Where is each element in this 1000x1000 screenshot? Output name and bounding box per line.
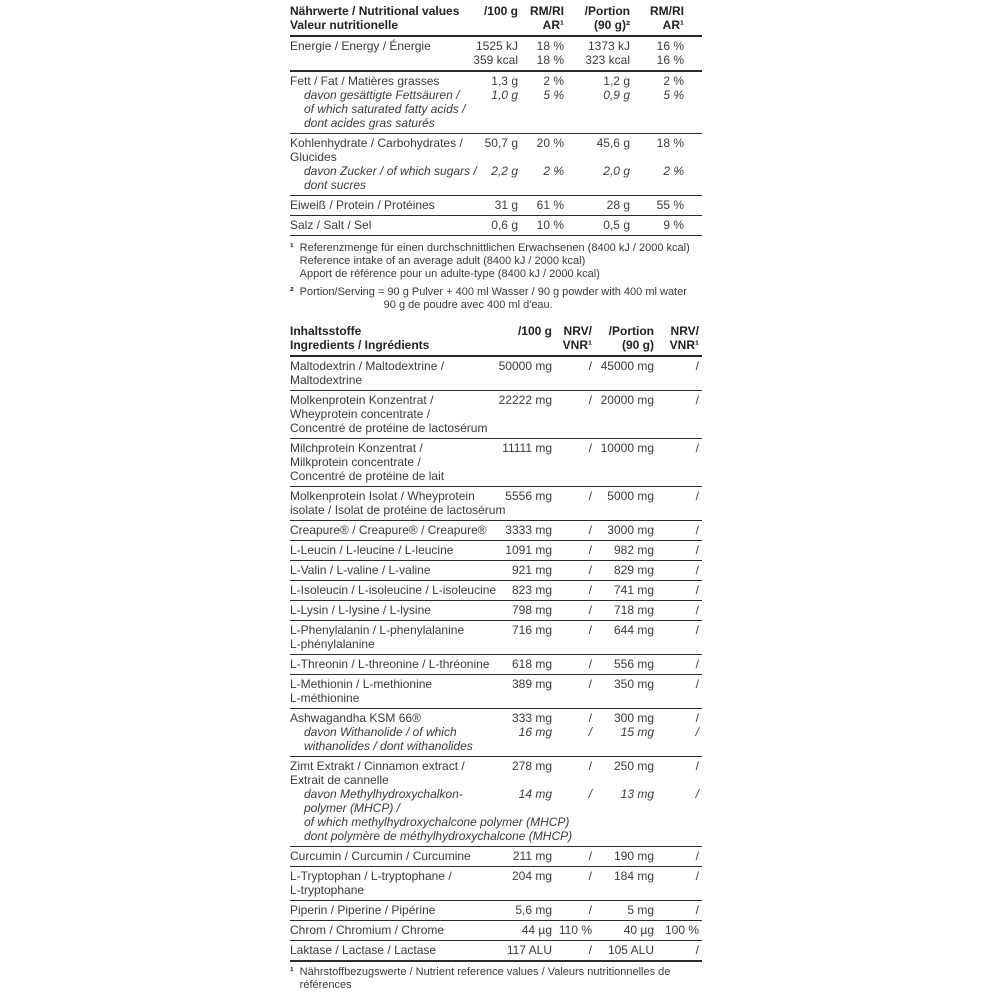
row-label: L-méthionine xyxy=(290,691,360,705)
row-value: 333 mg xyxy=(511,711,552,725)
table-line xyxy=(290,359,702,373)
header-title-line2: Ingredients / Ingrédients xyxy=(290,338,430,352)
footnote-marker: ¹ xyxy=(290,966,294,978)
row-value: 55 % xyxy=(656,198,684,212)
table-row xyxy=(290,541,702,561)
row-value: 5,6 mg xyxy=(515,903,552,917)
nutrition-label xyxy=(290,4,702,992)
table-line xyxy=(290,849,702,863)
row-value: 0,5 g xyxy=(603,218,630,232)
row-value: 2,0 g xyxy=(603,164,630,178)
row-value: 11111 mg xyxy=(502,441,552,455)
table-row xyxy=(290,134,702,196)
table-row xyxy=(290,487,702,521)
row-label: Chrom / Chromium / Chrome xyxy=(290,923,445,937)
row-label: Curcumin / Curcumin / Curcumine xyxy=(290,849,471,863)
row-value: 323 kcal xyxy=(585,53,630,67)
table-line xyxy=(290,563,702,577)
row-label: dont sucres xyxy=(304,178,367,192)
table-line xyxy=(290,725,702,739)
row-value: / xyxy=(588,787,592,801)
ingredients-table-header xyxy=(290,324,702,357)
row-value: 100 % xyxy=(664,923,699,937)
row-value: 982 mg xyxy=(613,543,654,557)
row-value: / xyxy=(588,677,592,691)
row-value: / xyxy=(695,787,699,801)
row-value: / xyxy=(695,563,699,577)
table-row xyxy=(290,37,702,72)
table-line xyxy=(290,943,702,957)
row-value: 1525 kJ xyxy=(475,39,518,53)
header-title xyxy=(290,324,480,352)
row-label: L-Valin / L-valine / L-valine xyxy=(290,563,431,577)
nutrition-footnotes xyxy=(290,242,702,312)
table-row xyxy=(290,357,702,391)
table-row xyxy=(290,901,702,921)
header-portion: /Portion (90 g) xyxy=(608,324,654,352)
table-line xyxy=(290,923,702,937)
table-row xyxy=(290,196,702,216)
row-value: 718 mg xyxy=(613,603,654,617)
table-line xyxy=(290,489,702,503)
row-value: 184 mg xyxy=(613,869,654,883)
row-value: 20000 mg xyxy=(600,393,654,407)
row-value: 44 µg xyxy=(521,923,552,937)
header-title-line2: Valeur nutritionelle xyxy=(290,18,399,32)
table-row xyxy=(290,847,702,867)
table-row xyxy=(290,72,702,134)
row-value: 18 % xyxy=(536,39,564,53)
footnote-marker: ¹ xyxy=(290,242,294,254)
row-value: 3000 mg xyxy=(607,523,654,537)
table-line xyxy=(290,711,702,725)
row-value: / xyxy=(695,759,699,773)
footnote-marker: ² xyxy=(290,286,294,298)
row-value: 1373 kJ xyxy=(587,39,630,53)
row-value: 798 mg xyxy=(511,603,552,617)
row-value: 644 mg xyxy=(613,623,654,637)
header-title xyxy=(290,4,460,32)
row-value: 2,2 g xyxy=(491,164,518,178)
row-value: 16 % xyxy=(656,39,684,53)
nutrition-table-header xyxy=(290,4,702,37)
table-row xyxy=(290,216,702,236)
footnote-portion-serving xyxy=(290,286,702,312)
table-line xyxy=(290,657,702,671)
row-value: 278 mg xyxy=(511,759,552,773)
row-value: 28 g xyxy=(606,198,630,212)
footnote-nutrient-reference xyxy=(290,966,702,992)
row-label: L-Lysin / L-lysine / L-lysine xyxy=(290,603,431,617)
table-row xyxy=(290,941,702,962)
row-label: Kohlenhydrate / Carbohydrates / xyxy=(290,136,463,150)
row-value: 10 % xyxy=(536,218,564,232)
row-value: / xyxy=(588,623,592,637)
row-label: withanolides / dont withanolides xyxy=(304,739,473,753)
footnote-line: 90 g de poudre avec 400 ml d'eau. xyxy=(383,299,553,311)
row-label: davon Withanolide / of which xyxy=(304,725,457,739)
row-value: 50,7 g xyxy=(484,136,518,150)
row-value: 350 mg xyxy=(613,677,654,691)
row-value: / xyxy=(695,623,699,637)
row-value: / xyxy=(588,943,592,957)
row-value: / xyxy=(588,849,592,863)
row-value: / xyxy=(588,903,592,917)
table-row xyxy=(290,561,702,581)
row-value: 1,3 g xyxy=(491,74,518,88)
row-value: 16 mg xyxy=(518,725,552,739)
header-per-100g: /100 g xyxy=(517,324,552,338)
header-per-100g: /100 g xyxy=(483,4,518,18)
table-row xyxy=(290,521,702,541)
row-label xyxy=(290,53,448,67)
table-line xyxy=(290,603,702,617)
row-value: / xyxy=(588,441,592,455)
row-label: L-Leucin / L-leucine / L-leucine xyxy=(290,543,454,557)
row-value: 823 mg xyxy=(511,583,552,597)
table-line xyxy=(290,393,702,407)
row-value: / xyxy=(695,583,699,597)
row-label: of which saturated fatty acids / xyxy=(304,102,466,116)
row-value: / xyxy=(588,657,592,671)
table-row xyxy=(290,655,702,675)
row-label: L-Isoleucin / L-isoleucine / L-isoleucine xyxy=(290,583,497,597)
row-label: Eiweiß / Protein / Protéines xyxy=(290,198,435,212)
row-value: / xyxy=(695,657,699,671)
row-label: davon Zucker / of which sugars / xyxy=(304,164,477,178)
row-value: / xyxy=(588,759,592,773)
row-value: 556 mg xyxy=(613,657,654,671)
table-line xyxy=(290,74,702,88)
row-label: L-Phenylalanin / L-phenylalanine xyxy=(290,623,465,637)
header-nrv-vnr-portion: NRV/ VNR¹ xyxy=(669,324,699,352)
row-value: / xyxy=(588,603,592,617)
row-value: 5 mg xyxy=(627,903,654,917)
row-value: / xyxy=(588,489,592,503)
row-label: Energie / Energy / Énergie xyxy=(290,39,431,53)
row-value: 50000 mg xyxy=(498,359,552,373)
row-label: dont polymère de méthylhydroxychalcone (MHCP) xyxy=(304,829,573,843)
row-value: / xyxy=(695,711,699,725)
row-value: 204 mg xyxy=(511,869,552,883)
row-value: / xyxy=(695,523,699,537)
row-label: Extrait de cannelle xyxy=(290,773,389,787)
row-label: L-tryptophane xyxy=(290,883,365,897)
row-value: 61 % xyxy=(536,198,564,212)
row-value: 5556 mg xyxy=(505,489,552,503)
table-line xyxy=(290,677,702,691)
row-value: / xyxy=(588,543,592,557)
row-value: / xyxy=(695,869,699,883)
table-line xyxy=(290,583,702,597)
row-value: / xyxy=(588,359,592,373)
table-line xyxy=(290,759,702,773)
row-value: 250 mg xyxy=(613,759,654,773)
row-value: / xyxy=(588,869,592,883)
row-value: 5 % xyxy=(543,88,564,102)
row-label: Salz / Salt / Sel xyxy=(290,218,372,232)
row-value: 359 kcal xyxy=(473,53,518,67)
footnote-reference-intake xyxy=(290,242,702,281)
table-line xyxy=(290,164,702,178)
table-line xyxy=(290,39,702,53)
row-value: 31 g xyxy=(494,198,518,212)
footnote-line: Reference intake of an average adult (8400 kJ / 2000 kcal) xyxy=(299,255,586,267)
ingredients-table-body xyxy=(290,357,702,962)
row-label: Concentré de protéine de lait xyxy=(290,469,445,483)
row-value: 5000 mg xyxy=(607,489,654,503)
row-value: / xyxy=(588,583,592,597)
row-value: 921 mg xyxy=(511,563,552,577)
row-value: 10000 mg xyxy=(600,441,654,455)
nutrition-table-body xyxy=(290,37,702,236)
row-value: 45,6 g xyxy=(596,136,630,150)
row-value: 1091 mg xyxy=(505,543,552,557)
header-rmri-ar-portion: RM/RI AR¹ xyxy=(650,4,684,32)
row-label: L-Tryptophan / L-tryptophane / xyxy=(290,869,452,883)
row-value: / xyxy=(695,725,699,739)
table-line xyxy=(290,53,702,67)
row-value: 110 % xyxy=(558,923,592,937)
footnote-line: Apport de référence pour un adulte-type (8400 kJ / 2000 kcal) xyxy=(299,268,600,280)
table-line xyxy=(290,543,702,557)
row-value: 716 mg xyxy=(511,623,552,637)
row-value: 15 mg xyxy=(620,725,654,739)
row-value: 2 % xyxy=(663,74,684,88)
row-label: Fett / Fat / Matières grasses xyxy=(290,74,440,88)
row-label: Piperin / Piperine / Pipérine xyxy=(290,903,436,917)
table-row xyxy=(290,867,702,901)
table-line xyxy=(290,869,702,883)
footnote-line: Nährstoffbezugswerte / Nutrient reference values / Valeurs nutritionnelles de références xyxy=(299,966,671,991)
row-value: 2 % xyxy=(543,164,564,178)
table-row xyxy=(290,621,702,655)
row-value: / xyxy=(588,725,592,739)
row-value: 190 mg xyxy=(613,849,654,863)
ingredients-table xyxy=(290,324,702,962)
row-value: / xyxy=(588,711,592,725)
row-label: Concentré de protéine de lactosérum xyxy=(290,421,488,435)
row-label: L-Threonin / L-threonine / L-thréonine xyxy=(290,657,490,671)
row-value: 20 % xyxy=(536,136,564,150)
table-row xyxy=(290,709,702,757)
table-line xyxy=(290,623,702,637)
row-value: 18 % xyxy=(536,53,564,67)
row-label: dont acides gras saturés xyxy=(304,116,435,130)
table-row xyxy=(290,601,702,621)
table-line xyxy=(290,523,702,537)
row-value: / xyxy=(695,943,699,957)
row-value: 16 % xyxy=(656,53,684,67)
row-label: L-Methionin / L-methionine xyxy=(290,677,433,691)
row-value: / xyxy=(588,523,592,537)
table-row xyxy=(290,757,702,847)
row-value: 13 mg xyxy=(620,787,654,801)
row-value: / xyxy=(695,903,699,917)
row-value: 0,6 g xyxy=(491,218,518,232)
row-label: Wheyprotein concentrate / xyxy=(290,407,431,421)
row-value: 5 % xyxy=(663,88,684,102)
footnote-line: Referenzmenge für einen durchschnittlichen Erwachsenen (8400 kJ / 2000 kcal) xyxy=(299,242,690,254)
row-label: polymer (MHCP) / xyxy=(304,801,401,815)
row-value: 22222 mg xyxy=(498,393,552,407)
header-title-line1: Inhaltsstoffe xyxy=(290,324,362,338)
row-label: L-phénylalanine xyxy=(290,637,375,651)
row-value: 14 mg xyxy=(518,787,552,801)
row-value: 1,2 g xyxy=(603,74,630,88)
row-label: Ashwagandha KSM 66® xyxy=(290,711,421,725)
row-value: / xyxy=(588,563,592,577)
row-label: Zimt Extrakt / Cinnamon extract / xyxy=(290,759,465,773)
row-value: / xyxy=(695,543,699,557)
row-label: Milkprotein concentrate / xyxy=(290,455,421,469)
header-nrv-vnr: NRV/ VNR¹ xyxy=(562,324,592,352)
row-value: 40 µg xyxy=(623,923,654,937)
row-value: 2 % xyxy=(663,164,684,178)
footnote-line: Portion/Serving = 90 g Pulver + 400 ml Wasser / 90 g powder with 400 ml water xyxy=(299,286,687,298)
row-value: 18 % xyxy=(656,136,684,150)
row-label: Maltodextrine xyxy=(290,373,363,387)
table-line xyxy=(290,441,702,455)
header-title-line1: Nährwerte / Nutritional values xyxy=(290,4,460,18)
row-value: / xyxy=(695,677,699,691)
row-value: 211 mg xyxy=(512,849,552,863)
row-value: 105 ALU xyxy=(607,943,654,957)
nutrition-values-table xyxy=(290,4,702,236)
table-line xyxy=(290,88,702,102)
row-value: 45000 mg xyxy=(600,359,654,373)
row-value: 618 mg xyxy=(511,657,552,671)
row-label: Glucides xyxy=(290,150,337,164)
row-label: of which methylhydroxychalcone polymer (MHCP) xyxy=(304,815,570,829)
table-row xyxy=(290,921,702,941)
row-label: davon Methylhydroxychalkon- xyxy=(304,787,463,801)
table-row xyxy=(290,581,702,601)
row-value: / xyxy=(588,393,592,407)
row-value: / xyxy=(695,393,699,407)
table-row xyxy=(290,675,702,709)
row-value: 389 mg xyxy=(511,677,552,691)
row-label: davon gesättigte Fettsäuren / xyxy=(304,88,460,102)
row-value: / xyxy=(695,603,699,617)
row-value: 1,0 g xyxy=(491,88,518,102)
header-portion: /Portion (90 g)² xyxy=(584,4,630,32)
row-label: Molkenprotein Isolat / Wheyprotein xyxy=(290,489,475,503)
row-value: / xyxy=(695,489,699,503)
row-value: 9 % xyxy=(663,218,684,232)
row-value: 0,9 g xyxy=(603,88,630,102)
row-value: 2 % xyxy=(543,74,564,88)
row-label: Laktase / Lactase / Lactase xyxy=(290,943,437,957)
table-row xyxy=(290,391,702,439)
table-row xyxy=(290,439,702,487)
row-label: Maltodextrin / Maltodextrine / xyxy=(290,359,445,373)
row-label: Milchprotein Konzentrat / xyxy=(290,441,423,455)
row-value: / xyxy=(695,359,699,373)
row-value: 117 ALU xyxy=(506,943,552,957)
table-line xyxy=(290,218,702,232)
row-value: 300 mg xyxy=(613,711,654,725)
table-line xyxy=(290,136,702,150)
row-value: 741 mg xyxy=(613,583,654,597)
table-line xyxy=(290,787,702,801)
row-value: 3333 mg xyxy=(505,523,552,537)
row-value: 829 mg xyxy=(613,563,654,577)
row-label: isolate / Isolat de protéine de lactosérum xyxy=(290,503,506,517)
row-value: / xyxy=(695,849,699,863)
table-line xyxy=(290,903,702,917)
row-label: Creapure® / Creapure® / Creapure® xyxy=(290,523,487,537)
row-label: Molkenprotein Konzentrat / xyxy=(290,393,434,407)
table-line xyxy=(290,198,702,212)
header-rmri-ar: RM/RI AR¹ xyxy=(530,4,564,32)
row-value: / xyxy=(695,441,699,455)
